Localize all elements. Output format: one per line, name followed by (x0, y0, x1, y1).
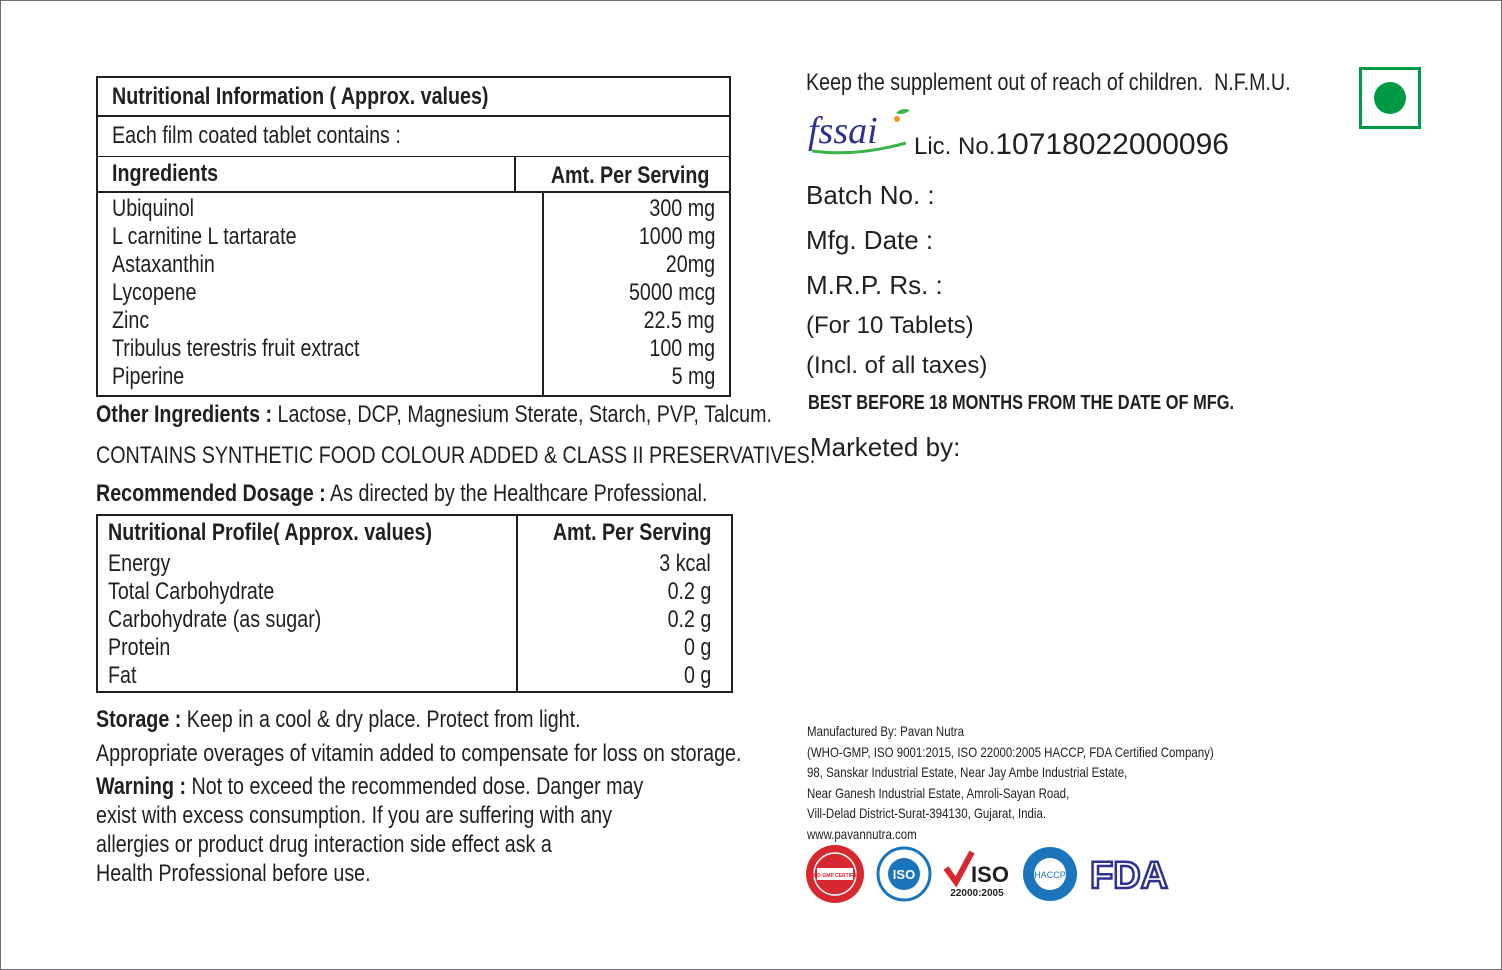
iso-certified-icon (876, 846, 932, 902)
overages: Appropriate overages of vitamin added to compensate for loss on storage. (96, 740, 742, 767)
manufacturer-line: Near Ganesh Industrial Estate, Amroli-Sayan Road, (807, 784, 1070, 801)
warning-line-3: allergies or product drug interaction side effect ask a (96, 831, 552, 858)
manufacturer-block (807, 721, 1303, 844)
manufacturer-website: www.pavannutra.com (807, 825, 917, 842)
other-ingredients-label: Other Ingredients : (96, 401, 273, 428)
storage (96, 706, 687, 734)
veg-mark-icon (1359, 67, 1421, 129)
fssai-logo-text: fssai (808, 110, 878, 152)
ingredient-name: Tribulus terestris fruit extract (112, 335, 360, 362)
col-amount: Amt. Per Serving (550, 162, 709, 189)
manufacturer-line: Vill-Delad District-Surat-394130, Gujarat, India. (807, 805, 1047, 821)
profile-name: Energy (108, 550, 171, 577)
other-ingredients-text: Lactose, DCP, Magnesium Sterate, Starch, PVP, Talcum. (272, 401, 772, 428)
haccp-text: HACCP (1034, 870, 1066, 880)
nutrition-table-body (98, 193, 729, 395)
dosage-label: Recommended Dosage : (96, 480, 326, 507)
fda-text: FDA (1090, 855, 1169, 894)
ingredient-amount: 1000 mg (638, 223, 715, 250)
other-ingredients (96, 401, 920, 429)
profile-table (96, 514, 733, 693)
iso-std-num-text: 22000:2005 (950, 888, 1004, 899)
keep-out-notice (806, 69, 1397, 97)
profile-amount: 0.2 g (667, 578, 711, 605)
dosage-text: As directed by the Healthcare Professional. (325, 480, 708, 507)
warning-line-2: exist with excess consumption. If you are suffering with any (96, 802, 612, 829)
profile-name: Protein (108, 634, 171, 661)
manufacturer-line: 98, Sanskar Industrial Estate, Near Jay Ambe Industrial Estate, (807, 764, 1128, 780)
ingredient-amount: 5 mg (671, 363, 715, 390)
storage-text: Keep in a cool & dry place. Protect from light. (181, 706, 581, 733)
certification-logos (804, 843, 1178, 905)
profile-amount: 0 g (683, 634, 711, 661)
contains-notice: CONTAINS SYNTHETIC FOOD COLOUR ADDED & CLASS II PRESERVATIVES. (96, 442, 816, 469)
ingredient-amount: 22.5 mg (643, 307, 715, 334)
mrp: M.R.P. Rs. : (806, 270, 943, 300)
warning-line-1: Not to exceed the recommended dose. Danger may (186, 773, 644, 800)
license (914, 128, 1229, 162)
keep-out-text: Keep the supplement out of reach of children. (806, 69, 1204, 96)
mfg-date: Mfg. Date : (806, 225, 934, 255)
nfmu-text: N.F.M.U. (1214, 69, 1291, 96)
manufacturer-line: Manufactured By: Pavan Nutra (807, 723, 964, 739)
ingredient-name: Zinc (112, 307, 150, 334)
warning-label: Warning : (96, 773, 187, 800)
profile-names-column (98, 516, 518, 691)
license-label: Lic. No. (914, 133, 996, 160)
profile-name: Total Carbohydrate (108, 578, 275, 605)
profile-amount: 0.2 g (667, 606, 711, 633)
iso-std-top-text: ISO (971, 862, 1009, 887)
col-ingredients: Ingredients (98, 157, 516, 191)
batch-no: Batch No. : (806, 180, 935, 210)
profile-col-amount: Amt. Per Serving (552, 519, 711, 546)
profile-amount: 3 kcal (659, 550, 711, 577)
ingredient-name: Piperine (112, 363, 185, 390)
nutrition-table-title: Nutritional Information ( Approx. values) (98, 78, 729, 117)
ingredient-name: L carnitine L tartarate (112, 223, 297, 250)
profile-amounts-column (518, 516, 731, 691)
license-number: 10718022000096 (995, 128, 1229, 161)
for-tablets: (For 10 Tablets) (806, 312, 974, 339)
ingredient-amount: 100 mg (649, 335, 715, 362)
warning (96, 772, 763, 888)
iso-22000-icon (942, 846, 1012, 902)
haccp-seal-icon (1022, 846, 1078, 902)
profile-table-title: Nutritional Profile( Approx. values) (108, 519, 433, 546)
profile-name: Carbohydrate (as sugar) (108, 606, 322, 633)
ingredient-amount: 20mg (665, 251, 715, 278)
dosage (96, 480, 842, 508)
incl-taxes: (Incl. of all taxes) (806, 352, 988, 379)
fssai-logo-icon (806, 107, 911, 159)
nutrition-table-subtitle: Each film coated tablet contains : (112, 122, 401, 149)
iso-text: ISO (892, 867, 916, 882)
nutrition-table (96, 76, 731, 397)
best-before: BEST BEFORE 18 MONTHS FROM THE DATE OF MFG. (808, 392, 1235, 414)
fda-logo-icon (1088, 854, 1178, 894)
who-gmp-seal-icon (804, 843, 866, 905)
who-gmp-text: WHO-GMP CERTIFIED (808, 873, 862, 879)
profile-name: Fat (108, 662, 137, 689)
storage-label: Storage : (96, 706, 182, 733)
marketed-by: Marketed by: (810, 432, 961, 462)
ingredient-amount: 5000 mcg (628, 279, 715, 306)
ingredient-name: Ubiquinol (112, 195, 195, 222)
profile-amount: 0 g (683, 662, 711, 689)
ingredient-amount: 300 mg (649, 195, 715, 222)
warning-line-4: Health Professional before use. (96, 860, 371, 887)
nutrition-table-header (98, 156, 729, 193)
ingredient-name: Astaxanthin (112, 251, 215, 278)
ingredient-name: Lycopene (112, 279, 197, 306)
manufacturer-line: (WHO-GMP, ISO 9001:2015, ISO 22000:2005 HACCP, FDA Certified Company) (807, 743, 1214, 760)
